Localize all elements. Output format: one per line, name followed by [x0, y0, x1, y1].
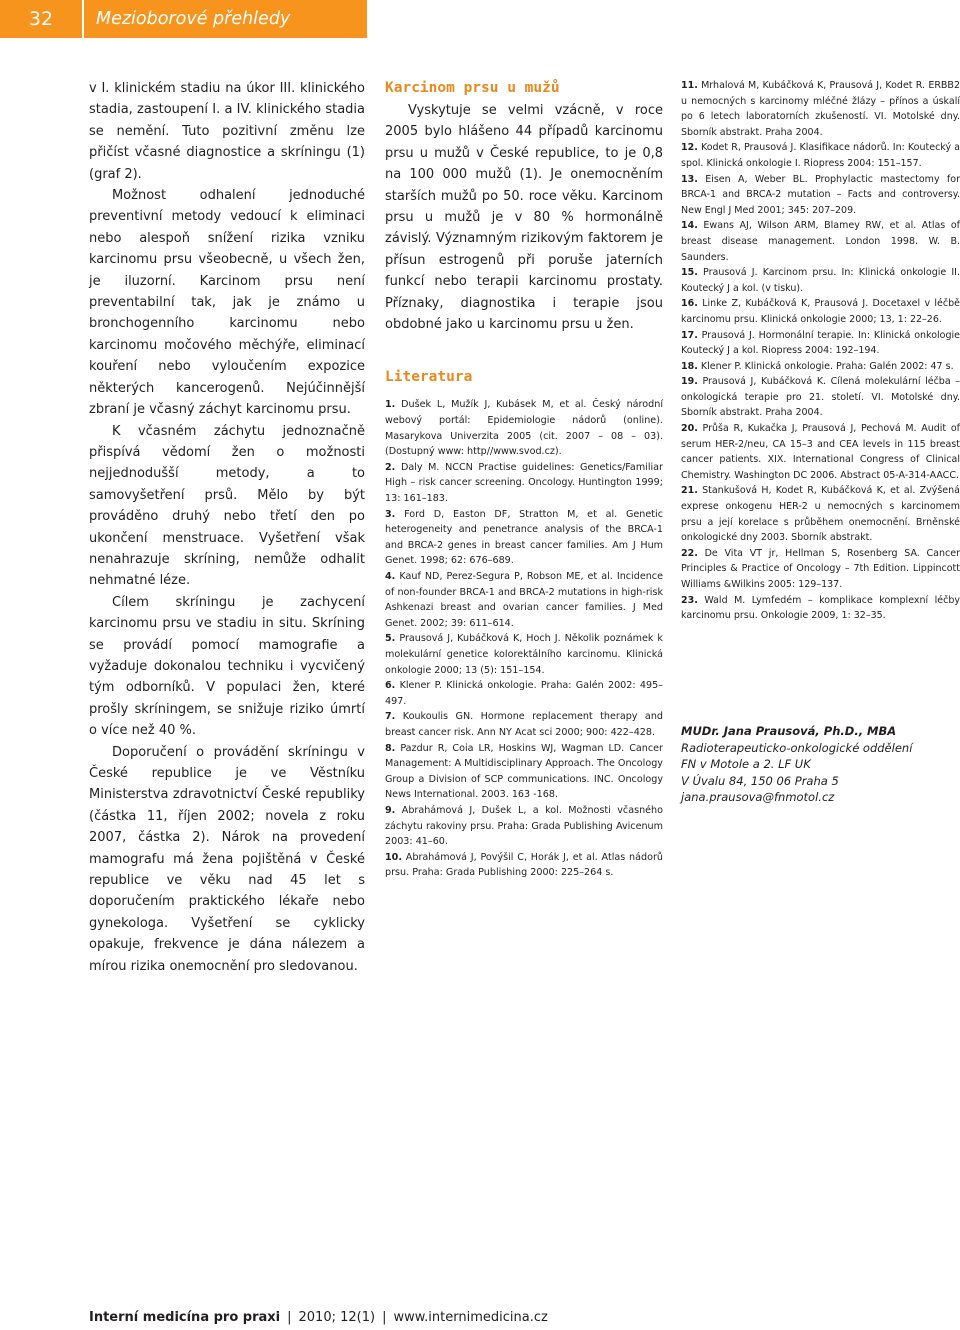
- reference-text: Mrhalová M, Kubáčková K, Prausová J, Kodet R. ERBB2 u nemocných s karcinomy mléčné žlázy – přínos a úskalí po 6 letech laboratorních zkušeností. VI. Motolské dny. Sborník abstrakt. Praha 2004.: [681, 80, 960, 138]
- paragraph: Cílem skríningu je zachycení karcinomu prsu ve stadiu in situ. Skríning se provádí pomocí mamografie a vyžaduje dokonalou techniku i vycvičený tým odborníků. V populaci žen, které prošly skríningem, se snižuje riziko úmrtí o více než 40 %.: [89, 594, 365, 739]
- author-signature: [681, 723, 951, 806]
- author-email[interactable]: jana.prausova@fnmotol.cz: [681, 790, 835, 804]
- reference-text: Klener P. Klinická onkologie. Praha: Galén 2002: 47 s.: [700, 360, 954, 372]
- reference-text: Koukoulis GN. Hormone replacement therapy and breast cancer risk. Ann NY Acat sci 2000; 900: 422–428.: [385, 711, 663, 738]
- reference-number: 12.: [681, 142, 698, 154]
- reference-item: [681, 359, 960, 375]
- reference-text: Daly M. NCCN Practise guidelines: Genetics/Familiar High – risk cancer screening. Oncology. Huntington 1999; 13: 161–183.: [385, 461, 663, 505]
- column-3: [681, 78, 960, 624]
- reference-text: Linke Z, Kubáčková K, Prausová J. Docetaxel v léčbě karcinomu prsu. Klinická onkologie 2000; 13, 1: 22–26.: [681, 298, 960, 325]
- reference-text: Dušek L, Mužík J, Kubásek M, et al. Český národní webový portál: Epidemiologie nádorů (online). Masarykova Univerzita 2005 (cit. 2007 – 08 – 03). (Dostupný www: http//www.svod.cz).: [385, 399, 663, 458]
- reference-item: [681, 265, 960, 296]
- section-title: [84, 0, 367, 38]
- reference-item: [681, 374, 960, 421]
- reference-item: [681, 296, 960, 327]
- reference-list: [385, 397, 663, 880]
- reference-text: Wald M. Lymfedém – komplikace komplexní léčby karcinomu prsu. Onkologie 2009, 1: 32–35.: [681, 594, 960, 622]
- reference-text: Stankušová H, Kodet R, Kubáčková K, et al. Zvýšená exprese onkogenu HER-2 u nemocných s karcinomem prsu a její korelace s průběhem onemocnění. Brněnské onkologické dny 2003. Sborník abstrakt.: [681, 485, 960, 544]
- reference-text: Průša R, Kukačka J, Prausová J, Pechová M. Audit of serum HER-2/neu, CA 15–3 and CEA levels in 115 breast cancer patients. XIX. International Congress of Clinical Chemistry. Washington DC 2006. Abstract 05-A-314-AACC.: [681, 423, 960, 481]
- issue-info: 2010; 12(1): [298, 1310, 376, 1325]
- reference-number: 19.: [681, 376, 698, 388]
- reference-item: [681, 421, 960, 483]
- reference-number: 20.: [681, 423, 698, 435]
- reference-item: [385, 507, 663, 569]
- paragraph: Možnost odhalení jednoduché preventivní metody vedoucí k eliminaci nebo alespoň snížení rizika vzniku karcinomu prsu všeobecně, u všech žen, je iluzorní. Karcinom prsu není preventabilní tak, jak je známo u bronchogenního karcinomu nebo karcinomu močového měchýře, eliminací kouření nebo vyloučením expozice některých kancerogenů. Nejúčinnější zbraní je včasný záchyt karcinomu prsu.: [89, 188, 365, 418]
- section-heading: Karcinom prsu u mužů: [385, 80, 560, 96]
- reference-item: [681, 593, 960, 624]
- reference-text: Prausová J. Karcinom prsu. In: Klinická onkologie II. Koutecký J a kol. (v tisku).: [681, 267, 960, 294]
- reference-number: 22.: [681, 547, 698, 559]
- reference-number: 9.: [385, 804, 396, 816]
- reference-number: 10.: [385, 851, 402, 863]
- reference-number: 21.: [681, 485, 698, 497]
- reference-number: 23.: [681, 594, 698, 606]
- reference-item: [681, 483, 960, 545]
- reference-item: [385, 850, 663, 881]
- section-title-text: Mezioborové přehledy: [96, 9, 291, 29]
- reference-item: [681, 546, 960, 593]
- paragraph: Vyskytuje se velmi vzácně, v roce 2005 bylo hlášeno 44 případů karcinomu prsu u mužů v České republice, to je 0,8 na 100 000 mužů (1). Je onemocněním starších mužů po 50. roce věku. Karcinom prsu u mužů je v 80 % hormonálně závislý. Významným rizikovým faktorem je přísun estrogenů při poruše jaterních funkcí nebo terapii karcinomu prostaty. Příznaky, diagnostika i terapie jsou obdobné jako u karcinomu prsu u žen.: [385, 103, 663, 333]
- reference-number: 15.: [681, 267, 698, 279]
- paragraph: Doporučení o provádění skríningu v České republice je ve Věstníku Ministerstva zdravotnictví České republiky (částka 11, říjen 2002; novela z roku 2007, částka 2). Nárok na provedení mamografu má žena pojištěná v České republice ve věku nad 45 let s doporučením praktického lékaře nebo gynekologa. Vyšetření se cyklicky opakuje, frekvence je dána nálezem a mírou rizika onemocnění pro sledovanou.: [89, 744, 365, 974]
- reference-item: [385, 569, 663, 631]
- reference-text: Kauf ND, Perez-Segura P, Robson ME, et al. Incidence of non-founder BRCA-1 and BRCA-2 mutations in high-risk Ashkenazi breast and ovarian cancer families. J Med Genet. 2002; 39: 611–614.: [385, 571, 663, 629]
- reference-text: Eisen A, Weber BL. Prophylactic mastectomy for BRCA-1 and BRCA-2 mutation – Facts and controversy. New Engl J Med 2001; 345: 207–209.: [681, 173, 960, 216]
- reference-number: 6.: [385, 680, 396, 692]
- reference-item: [681, 218, 960, 265]
- reference-item: [385, 803, 663, 850]
- reference-text: Ford D, Easton DF, Stratton M, et al. Genetic heterogeneity and penetrance analysis of the BRCA-1 and BRCA-2 genes in breast cancer families. Am J Hum Genet. 1998; 62: 676–689.: [385, 508, 663, 567]
- reference-number: 14.: [681, 220, 698, 232]
- author-address: V Úvalu 84, 150 06 Praha 5: [681, 773, 839, 788]
- author-hospital: FN v Motole a 2. LF UK: [681, 757, 811, 771]
- reference-number: 5.: [385, 633, 396, 645]
- column-2: [385, 78, 663, 881]
- author-department: Radioterapeuticko-onkologické oddělení: [681, 740, 913, 755]
- reference-item: [681, 78, 960, 140]
- reference-text: De Vita VT jr, Hellman S, Rosenberg SA. Cancer Principles & Practice of Oncology – 7th Edition. Lippincott Williams &Wilkins 2005: 129–137.: [681, 547, 960, 590]
- column-1: [89, 78, 365, 977]
- reference-text: Abrahámová J, Dušek L, a kol. Možnosti včasného záchytu rakoviny prsu. Praha: Grada Publishing Avicenum 2003: 41–60.: [385, 804, 664, 848]
- reference-text: Ewans AJ, Wilson ARM, Blamey RW, et al. Atlas of breast disease management. London 1998. W. B. Saunders.: [681, 220, 960, 263]
- reference-item: [385, 741, 663, 803]
- reference-number: 7.: [385, 711, 396, 723]
- reference-text: Prausová J, Kubáčková K, Hoch J. Několik poznámek k molekulární genetice kolorektálního karcinomu. Klinická onkologie 2000; 13 (5): 151–154.: [385, 633, 663, 676]
- reference-number: 4.: [385, 571, 396, 582]
- journal-name: Interní medicína pro praxi: [89, 1310, 281, 1325]
- reference-text: Prausová J, Kubáčková K. Cílená molekulární léčba – onkologická terapie pro 21. století. VI. Motolské dny. Sborník abstrakt. Praha 2004.: [681, 376, 960, 419]
- reference-number: 3.: [385, 508, 396, 520]
- reference-text: Pazdur R, Coia LR, Hoskins WJ, Wagman LD. Cancer Management: A Multidisciplinary Approach. The Oncology Group a Division of SCP communications. INC. Oncology News International. 2003. 163 -168.: [385, 742, 663, 801]
- reference-number: 18.: [681, 360, 698, 372]
- literature-heading: Literatura: [385, 369, 473, 386]
- website-link[interactable]: www.internimedicina.cz: [393, 1310, 548, 1325]
- reference-number: 17.: [681, 329, 698, 341]
- page-footer: Interní medicína pro praxi | 2010; 12(1) | www.internimedicina.cz: [89, 1310, 548, 1325]
- reference-item: [681, 140, 960, 171]
- reference-item: [681, 172, 960, 219]
- reference-text: Prausová J. Hormonální terapie. In: Klinická onkologie Koutecký J a kol. Riopress 2004: 192–194.: [681, 329, 960, 357]
- reference-item: [385, 460, 663, 507]
- reference-text: Klener P. Klinická onkologie. Praha: Galén 2002: 495–497.: [385, 680, 663, 707]
- paragraph: v I. klinickém stadiu na úkor III. klinického stadia, zastoupení I. a IV. klinického stadia se nemění. Tuto pozitivní změnu lze přičíst včasné diagnostice a skríningu (1) (graf 2).: [89, 81, 365, 182]
- reference-item: [385, 631, 663, 678]
- reference-number: 13.: [681, 173, 698, 185]
- paragraph: K včasném záchytu jednoznačně přispívá vědomí žen o možnosti nejjednodušší metody, a to samovyšetření prsů. Mělo by být prováděno druhý nebo třetí den po ukončení menstruace. Vyšetření však nenahrazuje skríning, nemůže odhalit nehmatné léze.: [89, 423, 365, 589]
- reference-text: Abrahámová J, Povýšil C, Horák J, et al. Atlas nádorů prsu. Praha: Grada Publishing 2000: 225–264 s.: [385, 851, 663, 879]
- reference-number: 11.: [681, 80, 698, 91]
- reference-item: [385, 709, 663, 740]
- reference-number: 16.: [681, 298, 698, 310]
- reference-item: [681, 328, 960, 359]
- reference-list: [681, 78, 960, 624]
- reference-number: 8.: [385, 742, 396, 754]
- reference-number: 2.: [385, 461, 396, 473]
- reference-item: [385, 678, 663, 709]
- reference-text: Kodet R, Prausová J. Klasifikace nádorů. In: Koutecký a spol. Klinická onkologie I. Riopress 2004: 151–157.: [681, 142, 960, 169]
- reference-number: 1.: [385, 399, 396, 411]
- page-number: 32: [0, 0, 82, 38]
- reference-item: [385, 397, 663, 459]
- author-name: MUDr. Jana Prausová, Ph.D., MBA: [681, 724, 897, 738]
